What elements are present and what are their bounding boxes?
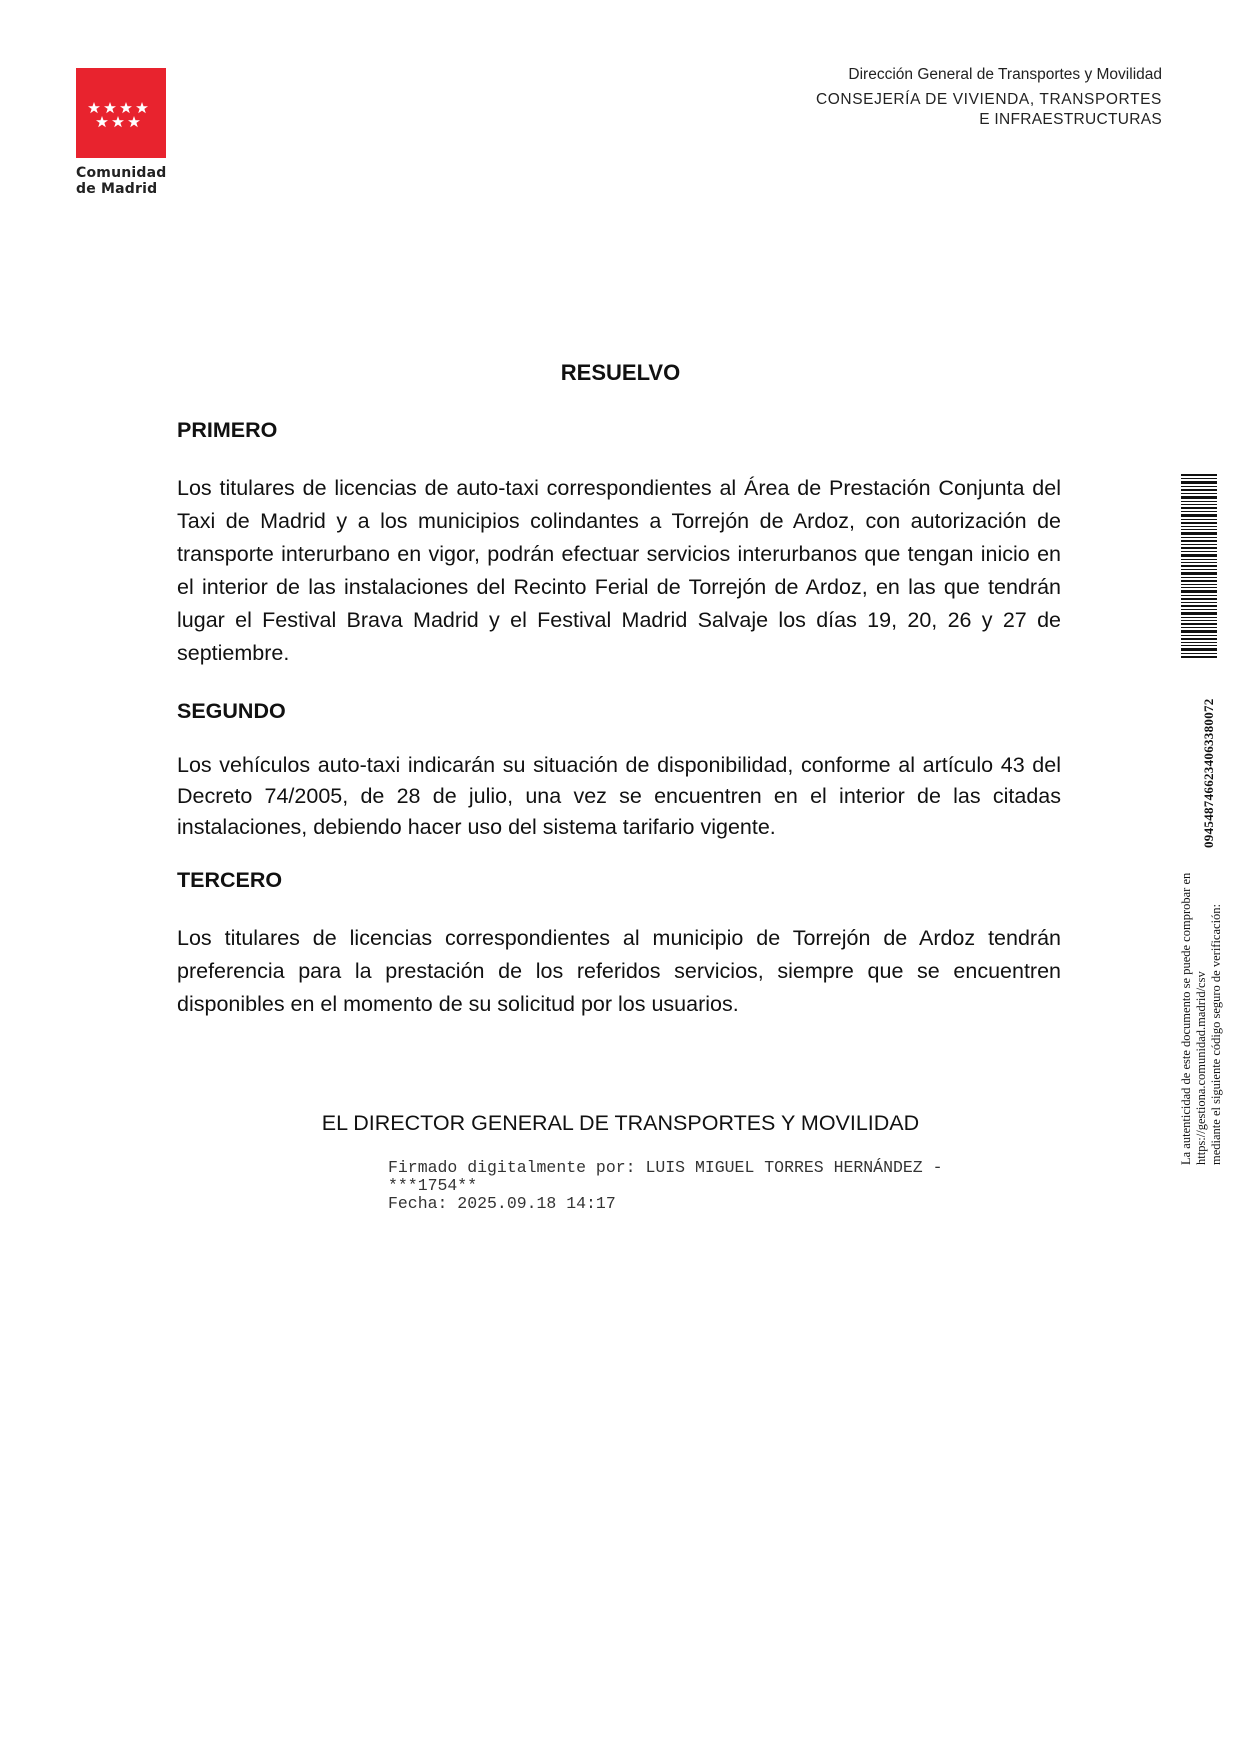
- section-text-segundo: Los vehículos auto-taxi indicarán su situación de disponibilidad, conforme al artículo 43 del Decreto 74/2005, de 28 de julio, una vez se encuentren en el interior de las citadas instalaciones, debiendo hacer uso del sistema tarifario vigente.: [177, 753, 1061, 839]
- section-heading-tercero: TERCERO: [177, 868, 283, 892]
- department-name: Dirección General de Transportes y Movilidad: [848, 66, 1162, 83]
- barcode-icon: [1181, 474, 1217, 658]
- signature-line-3: Fecha: 2025.09.18 14:17: [388, 1194, 616, 1213]
- verification-note: [1179, 873, 1224, 1165]
- verification-note-line-1: La autenticidad de este documento se puede comprobar en: [1179, 872, 1193, 1165]
- document-title: RESUELVO: [560, 360, 681, 385]
- section-heading-primero: PRIMERO: [177, 418, 278, 442]
- signature-line-1: Firmado digitalmente por: LUIS MIGUEL TORRES HERNÁNDEZ -: [388, 1158, 943, 1177]
- section-text-tercero: Los titulares de licencias correspondientes al municipio de Torrejón de Ardoz tendrán preferencia para la prestación de los referidos servicios, siempre que se encuentren disponibles en el momento de su solicitud por los usuarios.: [177, 926, 1061, 1016]
- logo-wordmark: [76, 165, 168, 197]
- stars-icon: [76, 68, 166, 158]
- logo-emblem: [76, 68, 166, 158]
- signature-line-2: ***1754**: [388, 1176, 478, 1195]
- logo-line-2: de Madrid: [76, 181, 158, 197]
- digital-signature: [388, 1159, 943, 1213]
- comunidad-de-madrid-logo: [76, 68, 168, 197]
- ministry-name-line-2: E INFRAESTRUCTURAS: [979, 111, 1162, 128]
- issuing-authority: [816, 65, 1162, 130]
- section-heading-segundo: SEGUNDO: [177, 699, 286, 723]
- signer-title: EL DIRECTOR GENERAL DE TRANSPORTES Y MOVILIDAD: [321, 1111, 920, 1135]
- section-text-primero: Los titulares de licencias de auto-taxi correspondientes al Área de Prestación Conjunta del Taxi de Madrid y a los municipios colindantes a Torrejón de Ardoz, con autorización de transporte interurbano en vigor, podrán efectuar servicios interurbanos que tengan inicio en el interior de las instalaciones del Recinto Ferial de Torrejón de Ardoz, en las que tendrán lugar el Festival Brava Madrid y el Festival Madrid Salvaje los días 19, 20, 26 y 27 de septiembre.: [177, 476, 1061, 665]
- ministry-name-line-1: CONSEJERÍA DE VIVIENDA, TRANSPORTES: [815, 91, 1162, 108]
- verification-note-line-2: https://gestiona.comunidad.madrid/csv: [1194, 971, 1208, 1165]
- logo-line-1: Comunidad: [76, 165, 167, 181]
- verification-code: 0945487466234063380072: [1201, 698, 1216, 848]
- verification-note-line-3: mediante el siguiente código seguro de verificación:: [1209, 903, 1223, 1165]
